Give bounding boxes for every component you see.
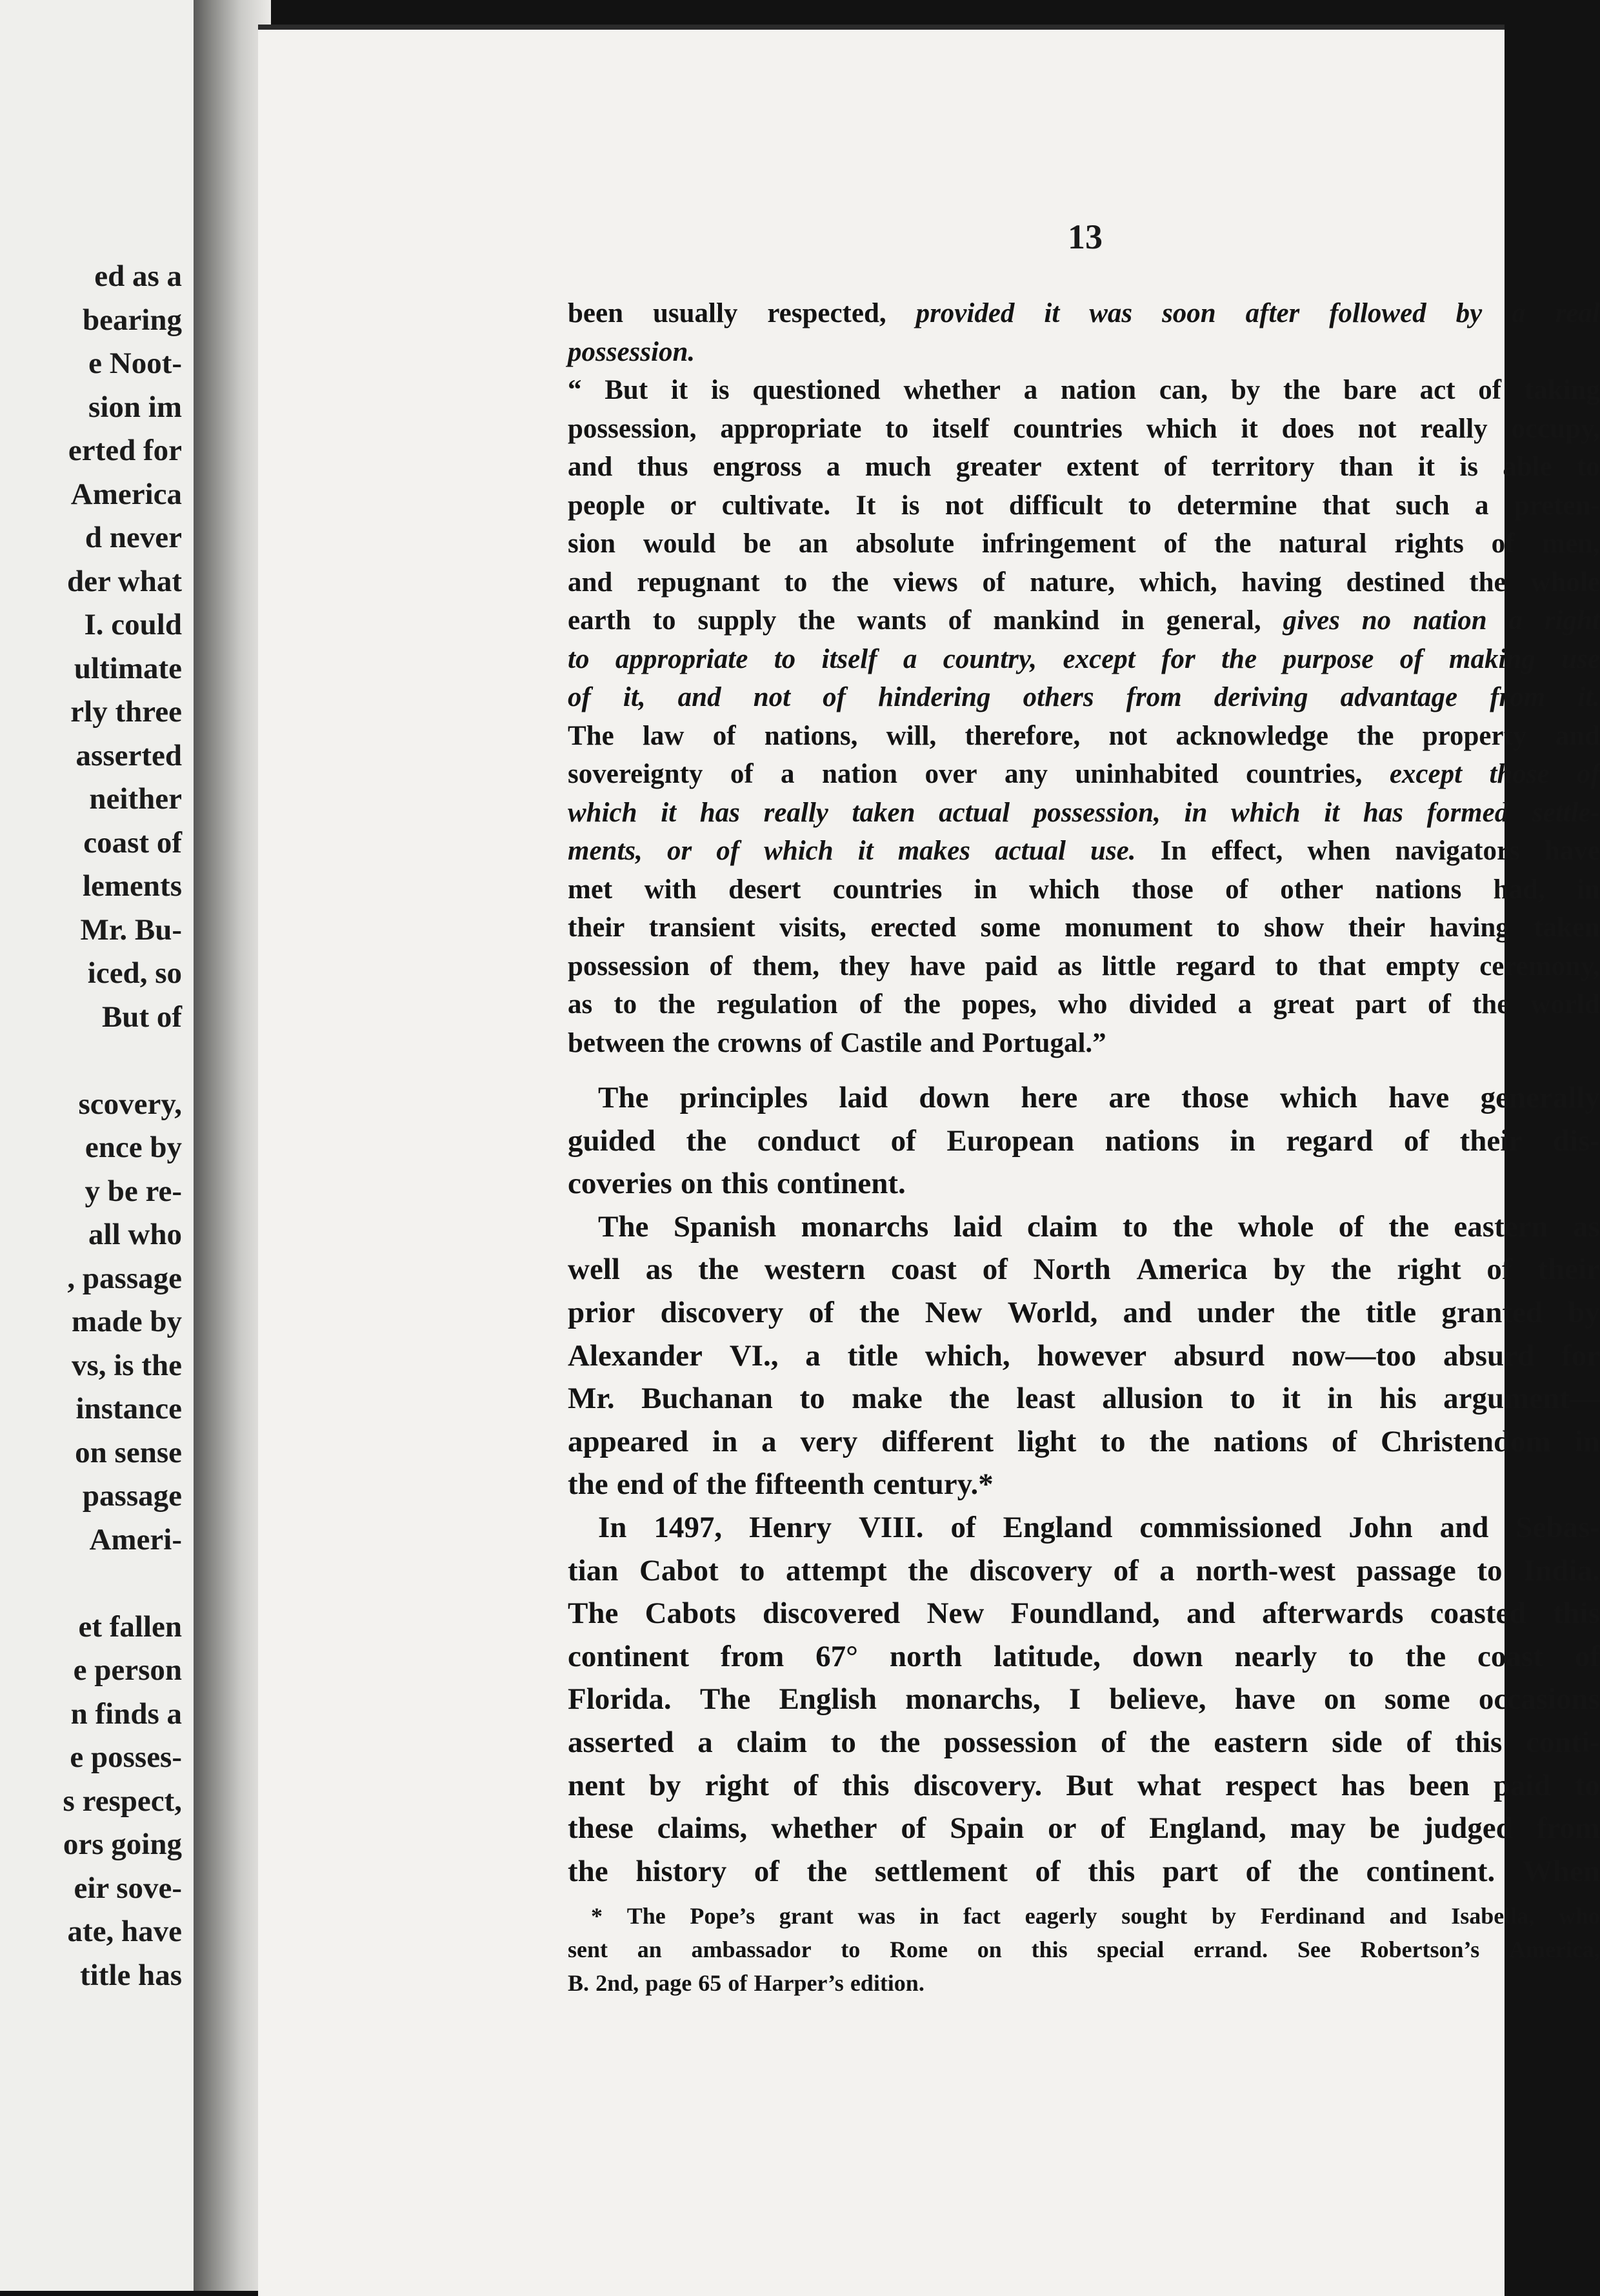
left-page-line: , passage bbox=[67, 1261, 182, 1295]
quoted-passage bbox=[568, 294, 1600, 1062]
left-page-line bbox=[63, 1562, 182, 1606]
text-line: appeared in a very different light to the nations of Christendom in bbox=[568, 1424, 1600, 1458]
text-line: The law of nations, will, therefore, not acknowledge the property and bbox=[568, 720, 1600, 751]
left-page-line: s respect, bbox=[63, 1784, 182, 1818]
left-page-line: vs, is the bbox=[71, 1348, 182, 1382]
text-line: as to the regulation of the popes, who divided a great part of the world bbox=[568, 989, 1600, 1020]
text-line: sent an ambassador to Rome on this special errand. See Robertson’s America, bbox=[568, 1937, 1600, 1963]
text-line: prior discovery of the New World, and under the title granted by bbox=[568, 1295, 1600, 1329]
left-page-line: d never bbox=[85, 521, 182, 554]
left-page-text bbox=[63, 255, 182, 1997]
left-page-line: ate, have bbox=[67, 1915, 182, 1948]
text-line: been usually respected, provided it was soon after followed by a real bbox=[568, 298, 1600, 328]
left-page-line: scovery, bbox=[78, 1087, 182, 1121]
left-page-line: der what bbox=[67, 564, 182, 598]
left-page-line: coast of bbox=[83, 825, 182, 860]
text-line: guided the conduct of European nations in regard of their dis- bbox=[568, 1123, 1600, 1158]
text-line: coveries on this continent. bbox=[568, 1167, 906, 1201]
text-line: which it has really taken actual possession, in which it has formed settle- bbox=[568, 797, 1600, 828]
text-line: these claims, whether of Spain or of England, may be judged from bbox=[568, 1811, 1600, 1846]
left-page-line: America bbox=[70, 477, 182, 511]
text-line: The principles laid down here are those which have generally bbox=[568, 1081, 1600, 1114]
left-page bbox=[0, 0, 194, 2291]
left-page-line: all who bbox=[88, 1218, 182, 1251]
text-line: to appropriate to itself a country, except for the purpose of making use bbox=[568, 643, 1600, 674]
left-page-line: iced, so bbox=[87, 956, 182, 990]
left-page-line: on sense bbox=[75, 1435, 182, 1469]
left-page-line: Mr. Bu- bbox=[80, 912, 182, 947]
text-line: Florida. The English monarchs, I believe, have on some occasions bbox=[568, 1682, 1600, 1717]
left-page-line: e person bbox=[73, 1653, 182, 1687]
text-line: “ But it is questioned whether a nation can, by the bare act of taking bbox=[568, 375, 1600, 405]
text-line: * The Pope’s grant was in fact eagerly sought by Ferdinand and Isabella, who bbox=[568, 1903, 1600, 1929]
left-page-line: neither bbox=[89, 782, 182, 816]
text-line: continent from 67° north latitude, down nearly to the coast of bbox=[568, 1639, 1600, 1673]
left-page-line: eir sove- bbox=[74, 1871, 182, 1905]
text-line: well as the western coast of North America by the right of their bbox=[568, 1253, 1600, 1287]
text-line: The Cabots discovered New Foundland, and afterwards coasted this bbox=[568, 1596, 1600, 1631]
text-line: people or cultivate. It is not difficult to determine that such a preten- bbox=[568, 490, 1600, 521]
left-page-line: Ameri- bbox=[89, 1522, 182, 1556]
page-text bbox=[568, 294, 1600, 2000]
text-line: and thus engross a much greater extent of territory than it is able to bbox=[568, 452, 1600, 482]
text-line: possession of them, they have paid as little regard to that empty ceremony, bbox=[568, 951, 1600, 982]
left-page-line: ence by bbox=[85, 1131, 182, 1164]
text-line: tian Cabot to attempt the discovery of a north-west passage to India. bbox=[568, 1553, 1600, 1587]
left-page-line: erted for bbox=[68, 434, 182, 467]
left-page-line: et fallen bbox=[78, 1609, 182, 1644]
left-page-line: rly three bbox=[70, 695, 182, 729]
text-line: of it, and not of hindering others from deriving advantage from it. bbox=[568, 682, 1600, 712]
left-page-line: But of bbox=[101, 1000, 182, 1034]
text-line: nent by right of this discovery. But what respect has been paid to bbox=[568, 1768, 1600, 1802]
left-page-line: I. could bbox=[84, 608, 182, 641]
text-line: their transient visits, erected some monument to show their having taken bbox=[568, 912, 1600, 943]
left-page-line: e posses- bbox=[70, 1740, 182, 1774]
text-line: between the crowns of Castile and Portugal.” bbox=[568, 1027, 1106, 1058]
text-line: met with desert countries in which those of other nations had, in bbox=[568, 874, 1600, 905]
left-page-line: ors going bbox=[63, 1828, 182, 1861]
text-line: Mr. Buchanan to make the least allusion to it in his argument— bbox=[568, 1382, 1600, 1416]
text-line: ments, or of which it makes actual use. In effect, when navigators have bbox=[568, 836, 1600, 866]
left-page-line: e Noot- bbox=[88, 347, 182, 380]
left-page-line: instance bbox=[75, 1392, 182, 1425]
right-page bbox=[258, 25, 1600, 2296]
left-page-line: bearing bbox=[82, 303, 182, 337]
text-line: earth to supply the wants of mankind in general, gives no nation a right bbox=[568, 605, 1600, 636]
left-page-line bbox=[63, 1039, 182, 1083]
left-page-line: n finds a bbox=[70, 1697, 182, 1731]
footnote bbox=[568, 1899, 1600, 2000]
page-number: 13 bbox=[1068, 217, 1103, 256]
left-page-line: y be re- bbox=[85, 1174, 182, 1208]
text-line: In 1497, Henry VIII. of England commissioned John and Sebas- bbox=[568, 1510, 1600, 1544]
text-line: asserted a claim to the possession of the eastern side of this conti- bbox=[568, 1725, 1600, 1759]
text-line: sovereignty of a nation over any uninhabited countries, except those of bbox=[568, 759, 1600, 789]
left-page-line: made by bbox=[71, 1305, 182, 1338]
text-line: possession, appropriate to itself countries which it does not really occupy, bbox=[568, 413, 1600, 444]
text-line: Alexander VI., a title which, however absurd now—too absurd for bbox=[568, 1338, 1600, 1373]
left-page-line: ultimate bbox=[74, 651, 182, 685]
text-line: and repugnant to the views of nature, which, having destined the whole bbox=[568, 567, 1600, 598]
text-line: sion would be an absolute infringement of the natural rights of men, bbox=[568, 529, 1600, 559]
left-page-line: passage bbox=[82, 1479, 182, 1513]
left-page-line: sion im bbox=[88, 390, 182, 424]
text-line: the end of the fifteenth century.* bbox=[568, 1467, 994, 1502]
text-line: possession. bbox=[568, 336, 695, 367]
text-line: The Spanish monarchs laid claim to the whole of the eastern as bbox=[568, 1209, 1600, 1244]
body-text bbox=[568, 1076, 1600, 1893]
text-line: the history of the settlement of this part of the continent. When bbox=[568, 1854, 1600, 1888]
left-page-line: asserted bbox=[75, 738, 182, 772]
left-page-line: lements bbox=[82, 869, 182, 903]
text-line: B. 2nd, page 65 of Harper’s edition. bbox=[568, 1970, 925, 1997]
left-page-line: title has bbox=[80, 1958, 182, 1992]
left-page-line: ed as a bbox=[94, 259, 182, 293]
